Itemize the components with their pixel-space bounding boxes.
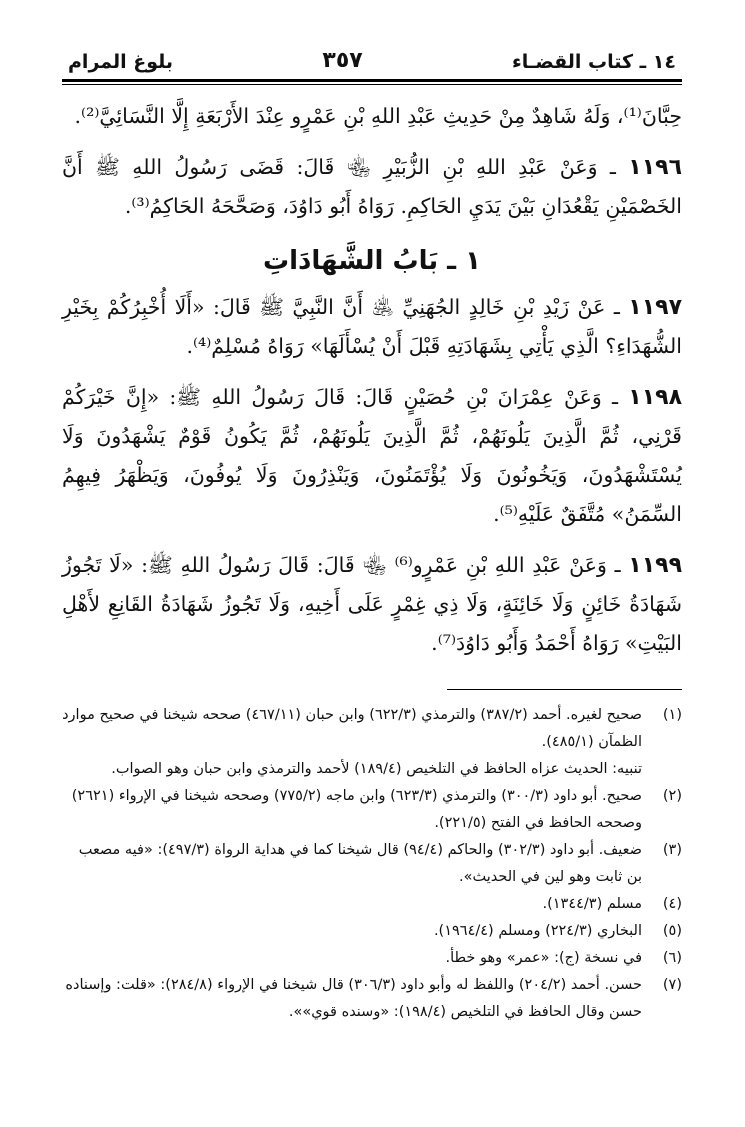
hadith-1198 — [62, 378, 682, 534]
hadith-text: ـ عَنْ زَيْدِ بْنِ خَالِدٍ الجُهَنِيِّ ﵁ أَنَّ النَّبِيَّ ﷺ قَالَ: «أَلَا أُخْبِرُكُمْ بِخَيْرِ الشُّهَدَاءِ؟ الَّذِي يَأْتِي بِشَهَادَتِهِ قَبْلَ أَنْ يُسْأَلَهَا» رَوَاهُ مُسْلِمٌ⁽⁴⁾. — [62, 295, 682, 358]
footnote-text: البخاري (٢٢٤/٣) ومسلم (١٩٦٤/٤). — [433, 923, 642, 939]
footnote-text: مسلم (١٣٤٤/٣). — [542, 896, 642, 912]
footnote-mark: (٤) — [662, 896, 682, 912]
footnote-mark: (٢) — [662, 788, 682, 804]
footnote-text: في نسخة (ج): «عمر» وهو خطأ. — [445, 950, 642, 966]
footnote-mark: (٧) — [662, 977, 682, 993]
page-number: ٣٥٧ — [322, 48, 363, 73]
book-page — [62, 48, 682, 1026]
hadith-text: ـ وَعَنْ عَبْدِ اللهِ بْنِ الزُّبَيْرِ ﵄ قَالَ: قَضَى رَسُولُ اللهِ ﷺ أَنَّ الخَصْمَيْنِ يَقْعُدَانِ بَيْنَ يَدَيِ الحَاكِمِ. رَوَاهُ أَبُو دَاوُدَ، وَصَحَّحَهُ الحَاكِمُ⁽³⁾. — [62, 155, 682, 218]
footnote-text: تنبيه: الحديث عزاه الحافظ في التلخيص (١٨٩/٤) لأحمد والترمذي وابن حبان وهو الصواب. — [111, 761, 642, 777]
footnote — [62, 702, 682, 756]
main-text — [62, 97, 682, 663]
footnote — [62, 972, 682, 1026]
running-header — [62, 48, 682, 79]
header-book-title: بلوغ المرام — [68, 51, 174, 73]
hadith-number: ١١٩٨ — [628, 385, 682, 410]
header-chapter: ١٤ ـ كتاب القضـاء — [512, 51, 676, 73]
footnote-separator — [447, 689, 682, 690]
footnote-mark: (٦) — [662, 950, 682, 966]
hadith-1197 — [62, 288, 682, 366]
footnote — [62, 891, 682, 918]
hadith-text: ـ وَعَنْ عَبْدِ اللهِ بْنِ عَمْرٍو⁽⁶⁾ ﵄ قَالَ: قَالَ رَسُولُ اللهِ ﷺ: «لَا تَجُوزُ شَهَادَةُ خَائِنٍ وَلَا خَائِنَةٍ، وَلَا ذِي غِمْرٍ عَلَى أَخِيهِ، وَلَا تَجُوزُ شَهَادَةُ القَانِعِ لأَهْلِ البَيْتِ» رَوَاهُ أَحْمَدُ وَأَبُو دَاوُدَ⁽⁷⁾. — [62, 553, 682, 655]
footnotes — [62, 702, 682, 1026]
footnote-mark: (٥) — [662, 923, 682, 939]
footnote — [62, 945, 682, 972]
footnote-text: ضعيف. أبو داود (٣٠٢/٣) والحاكم (٩٤/٤) قال شيخنا كما في هداية الرواة (٤٩٧/٣): «فيه مصعب بن ثابت وهو لين في الحديث». — [78, 842, 642, 885]
chapter-title: ١ ـ بَابُ الشَّهَادَاتِ — [262, 246, 481, 276]
hadith-text: ـ وَعَنْ عِمْرَانَ بْنِ حُصَيْنٍ قَالَ: قَالَ رَسُولُ اللهِ ﷺ: «إِنَّ خَيْرَكُمْ قَرْنِي، ثُمَّ الَّذِينَ يَلُونَهُمْ، ثُمَّ الَّذِينَ يَلُونَهُمْ، ثُمَّ يَكُونُ قَوْمٌ يَشْهَدُونَ وَلَا يُسْتَشْهَدُونَ، وَيَخُونُونَ وَلَا يُؤْتَمَنُونَ، وَيَنْذِرُونَ وَلَا يُوفُونَ، وَيَظْهَرُ فِيهِمُ السِّمَنُ» مُتَّفَقٌ عَلَيْهِ⁽⁵⁾. — [62, 385, 682, 526]
hadith-number: ١١٩٩ — [628, 553, 682, 578]
footnote — [62, 837, 682, 891]
continuation-paragraph: حِبَّانَ⁽¹⁾، وَلَهُ شَاهِدٌ مِنْ حَدِيثِ عَبْدِ اللهِ بْنِ عَمْرٍو عِنْدَ الأَرْبَعَةِ إِلَّا النَّسَائِيَّ⁽²⁾. — [74, 104, 682, 128]
hadith-1199 — [62, 546, 682, 663]
hadith-number: ١١٩٧ — [628, 295, 682, 320]
footnote — [62, 918, 682, 945]
footnote — [62, 783, 682, 837]
footnote-mark: (١) — [662, 707, 682, 723]
footnote-text: حسن. أحمد (٢٠٤/٢) واللفظ له وأبو داود (٣٠٦/٣) قال شيخنا في الإرواء (٢٨٤/٨): «قلت: وإسناده حسن وقال الحافظ في التلخيص (١٩٨/٤): «وسنده قوي»». — [65, 977, 642, 1020]
footnote-mark: (٣) — [662, 842, 682, 858]
footnote-text: صحيح. أبو داود (٣٠٠/٣) والترمذي (٦٢٣/٣) وابن ماجه (٧٧٥/٢) وصححه شيخنا في الإرواء (٢٦٢١) وصححه الحافظ في الفتح (٢٢١/٥). — [71, 788, 642, 831]
hadith-1196 — [62, 148, 682, 226]
footnote-text: صحيح لغيره. أحمد (٣٨٧/٢) والترمذي (٦٢٢/٣) وابن حبان (٤٦٧/١١) صححه شيخنا في صحيح موارد الظمآن (٤٨٥/١). — [62, 707, 642, 750]
hadith-number: ١١٩٦ — [628, 155, 682, 180]
footnote-note — [62, 756, 682, 783]
header-rule — [62, 79, 682, 85]
